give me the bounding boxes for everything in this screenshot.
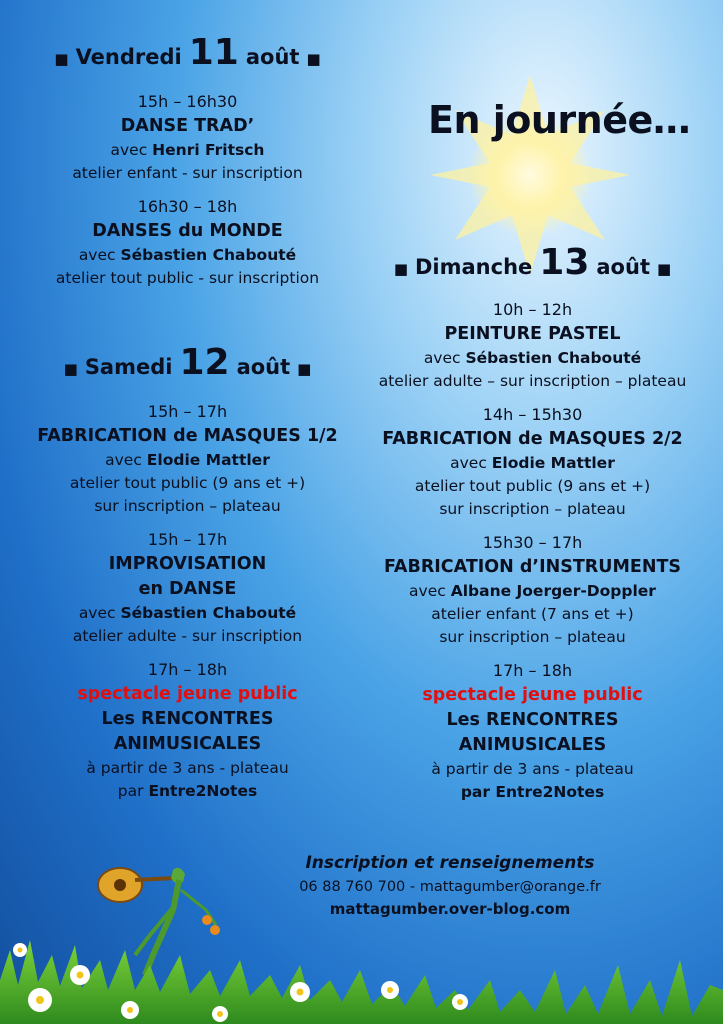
- event-info: à partir de 3 ans - plateau: [86, 759, 289, 777]
- event-time: 10h – 12h: [492, 300, 573, 319]
- square-bullet-icon: ■: [297, 360, 312, 378]
- event-tag: spectacle jeune public: [77, 684, 298, 704]
- event-tag: spectacle jeune public: [422, 685, 643, 705]
- event-host: avec Elodie Mattler: [105, 451, 270, 469]
- event-info: atelier tout public (9 ans et +): [414, 477, 651, 495]
- event-title: Les RENCONTRES: [446, 710, 619, 730]
- event-time: 15h – 17h: [147, 402, 228, 421]
- event-block: [20, 658, 355, 803]
- event-block: [20, 400, 355, 518]
- event-info: à partir de 3 ans - plateau: [431, 760, 634, 778]
- event-title: IMPROVISATION: [108, 554, 267, 574]
- contact-footer: [250, 850, 650, 920]
- event-block: [370, 531, 695, 649]
- page-headline: En journée…: [428, 98, 691, 142]
- event-host: par Entre2Notes: [117, 782, 258, 800]
- event-info: atelier adulte - sur inscription: [72, 627, 303, 645]
- square-bullet-icon: ■: [393, 260, 408, 278]
- event-info: atelier enfant (7 ans et +): [431, 605, 634, 623]
- event-title: FABRICATION de MASQUES 2/2: [382, 429, 683, 449]
- event-info: sur inscription – plateau: [439, 500, 626, 518]
- event-title: DANSES du MONDE: [92, 221, 283, 241]
- grass-daisies-illustration: [0, 930, 723, 1024]
- event-time: 15h – 17h: [147, 530, 228, 549]
- event-title: PEINTURE PASTEL: [444, 324, 621, 344]
- event-time: 17h – 18h: [147, 660, 228, 679]
- day-heading-friday: ■ Vendredi 11 août ■: [54, 32, 321, 73]
- sunday-section: [370, 242, 695, 804]
- square-bullet-icon: ■: [306, 50, 321, 68]
- event-info: sur inscription – plateau: [439, 628, 626, 646]
- friday-section: [20, 32, 355, 290]
- saturday-section: [20, 342, 355, 803]
- event-block: [20, 195, 355, 290]
- square-bullet-icon: ■: [54, 50, 69, 68]
- footer-website: mattagumber.over-blog.com: [329, 900, 571, 918]
- event-host: avec Sébastien Chabouté: [78, 604, 297, 622]
- event-title: Les RENCONTRES: [101, 709, 274, 729]
- footer-contact: 06 88 760 700 - mattagumber@orange.fr: [299, 879, 601, 895]
- event-info: sur inscription – plateau: [94, 497, 281, 515]
- event-host: avec Sébastien Chabouté: [78, 246, 297, 264]
- event-info: atelier tout public (9 ans et +): [69, 474, 306, 492]
- event-time: 17h – 18h: [492, 661, 573, 680]
- event-time: 15h – 16h30: [137, 92, 238, 111]
- event-host: avec Elodie Mattler: [450, 454, 615, 472]
- event-block: [20, 528, 355, 648]
- event-title: DANSE TRAD’: [120, 116, 255, 136]
- event-time: 16h30 – 18h: [137, 197, 238, 216]
- event-host: par Entre2Notes: [460, 783, 605, 801]
- event-title-line2: ANIMUSICALES: [113, 734, 262, 754]
- event-info: atelier enfant - sur inscription: [72, 164, 303, 182]
- square-bullet-icon: ■: [656, 260, 672, 278]
- event-host: avec Henri Fritsch: [110, 141, 265, 159]
- event-block: [370, 659, 695, 804]
- event-title: FABRICATION de MASQUES 1/2: [37, 426, 338, 446]
- event-info: atelier tout public - sur inscription: [55, 269, 320, 287]
- event-host: avec Albane Joerger-Doppler: [409, 582, 656, 600]
- event-title: FABRICATION d’INSTRUMENTS: [383, 557, 682, 577]
- event-info: atelier adulte – sur inscription – plateau: [378, 372, 687, 390]
- event-block: [20, 90, 355, 185]
- event-block: [370, 298, 695, 393]
- day-heading-saturday: ■ Samedi 12 août ■: [63, 342, 312, 383]
- event-time: 15h30 – 17h: [482, 533, 583, 552]
- day-heading-sunday: ■ Dimanche 13 août ■: [393, 242, 672, 283]
- event-block: [370, 403, 695, 521]
- event-host: avec Sébastien Chabouté: [423, 349, 642, 367]
- square-bullet-icon: ■: [63, 360, 78, 378]
- footer-heading: Inscription et renseignements: [305, 853, 595, 873]
- event-title-line2: ANIMUSICALES: [458, 735, 607, 755]
- event-time: 14h – 15h30: [482, 405, 583, 424]
- event-title-line2: en DANSE: [138, 579, 237, 599]
